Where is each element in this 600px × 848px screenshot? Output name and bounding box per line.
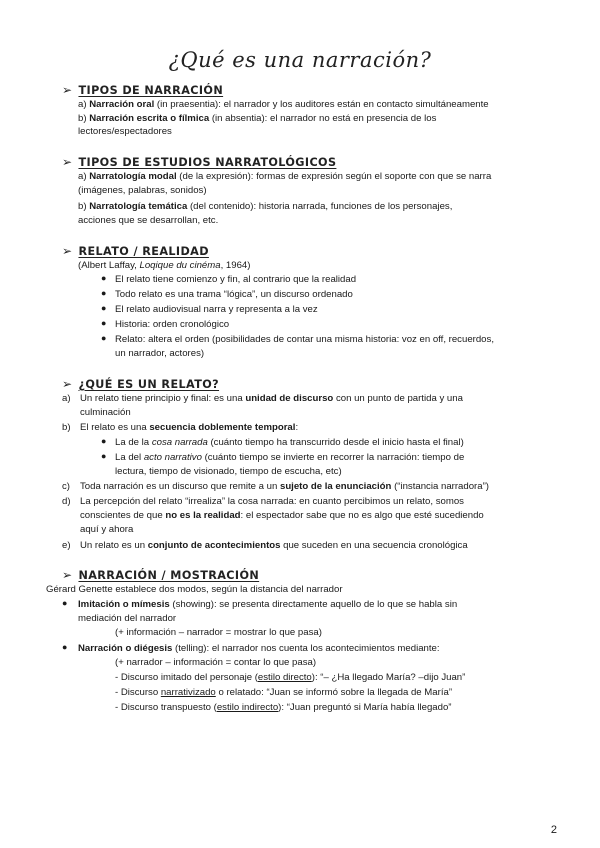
item-narracion-escrita: b) Narración escrita o fílmica (in absentia): el narrador no está en presencia de los: [78, 113, 437, 124]
heading-tipos-estudios: ➢ TIPOS DE ESTUDIOS NARRATOLÓGICOS: [62, 155, 337, 169]
bullet-item: Historia: orden cronológico: [115, 319, 230, 330]
bullet-dot: ●: [101, 333, 107, 343]
item-mimesis-cont: mediación del narrador: [78, 613, 177, 624]
item-narratologia-tematica-cont: acciones que se desarrollan, etc.: [78, 215, 219, 226]
intro-genette: Gérard Genette establece dos modos, según la distancia del narrador: [46, 584, 343, 595]
page-number: 2: [550, 824, 557, 836]
item-narrativizado: - Discurso narrativizado o relatado: “Juan se informó sobre la llegada de María”: [115, 687, 453, 698]
item-e-prefix: e): [62, 540, 71, 551]
item-cosa-narrada: La de la cosa narrada (cuánto tiempo ha transcurrido desde el inicio hasta el final): [115, 437, 464, 448]
bullet-item-cont: un narrador, actores): [115, 348, 205, 359]
heading-narracion-mostracion: ➢ NARRACIÓN / MOSTRACIÓN: [62, 568, 260, 582]
arrowhead-icon: ➢: [62, 377, 73, 391]
item-diegesis: Narración o diégesis (telling): el narrador nos cuenta los acontecimientos mediante:: [78, 643, 440, 654]
formula-mostrar: (+ información – narrador = mostrar lo que pasa): [115, 627, 322, 638]
item-unidad-discurso-cont: culminación: [80, 407, 131, 418]
bullet-dot: ●: [101, 273, 107, 283]
item-b-prefix: b): [62, 422, 71, 433]
bullet-dot: ●: [101, 451, 107, 461]
item-c-prefix: c): [62, 481, 70, 492]
bullet-item: El relato audiovisual narra y representa a la vez: [115, 304, 318, 315]
item-acto-narrativo-cont: lectura, tiempo de visionado, tiempo de escucha, etc): [115, 466, 342, 477]
heading-que-es-relato: ➢ ¿QUÉ ES UN RELATO?: [62, 377, 220, 391]
item-d-prefix: d): [62, 496, 71, 507]
item-conjunto-acontecimientos: Un relato es un conjunto de acontecimientos que suceden en una secuencia cronológica: [80, 540, 468, 551]
item-no-es-realidad-cont: aquí y ahora: [80, 524, 134, 535]
item-mimesis: Imitación o mímesis (showing): se presenta directamente aquello de lo que se habla sin: [78, 599, 458, 610]
item-a-prefix: a): [62, 393, 71, 404]
item-estilo-indirecto: - Discurso transpuesto (estilo indirecto): “Juan preguntó si María había llegado”: [115, 702, 452, 713]
item-narracion-escrita-cont: lectores/espectadores: [78, 126, 172, 137]
arrowhead-icon: ➢: [62, 83, 73, 97]
bullet-item: Relato: altera el orden (posibilidades de contar una misma historia: voz en off, recuerdos,: [115, 334, 494, 345]
bullet-dot: ●: [101, 436, 107, 446]
item-secuencia-temporal: El relato es una secuencia doblemente temporal:: [80, 422, 299, 433]
item-unidad-discurso: Un relato tiene principio y final: es una unidad de discurso con un punto de partida y una: [80, 393, 463, 404]
bullet-dot: ●: [62, 642, 68, 652]
citation-laffay: (Albert Laffay, Loqique du cinéma, 1964): [78, 260, 251, 271]
item-no-es-realidad: conscientes de que no es la realidad: el espectador sabe que no es algo que esté sucediendo: [80, 510, 484, 521]
item-sujeto-enunciacion: Toda narración es un discurso que remite a un sujeto de la enunciación (“instancia narradora”): [80, 481, 489, 492]
heading-relato-realidad: ➢ RELATO / REALIDAD: [62, 244, 209, 258]
arrowhead-icon: ➢: [62, 568, 73, 582]
item-narracion-oral: a) Narración oral (in praesentia): el narrador y los auditores están en contacto simultáneamente: [78, 99, 489, 110]
formula-contar: (+ narrador – información = contar lo que pasa): [115, 657, 317, 668]
arrowhead-icon: ➢: [62, 155, 73, 169]
bullet-item: El relato tiene comienzo y fin, al contrario que la realidad: [115, 274, 357, 285]
item-narratologia-modal-cont: (imágenes, palabras, sonidos): [78, 185, 207, 196]
page-title: ¿Qué es una narración?: [168, 48, 432, 72]
item-narratologia-modal: a) Narratología modal (de la expresión): formas de expresión según el soporte con que se narra: [78, 171, 492, 182]
bullet-dot: ●: [101, 303, 107, 313]
item-estilo-directo: - Discurso imitado del personaje (estilo directo): “– ¿Ha llegado María? –dijo Juan”: [115, 672, 466, 683]
item-acto-narrativo: La del acto narrativo (cuánto tiempo se invierte en recorrer la narración: tiempo de: [115, 452, 465, 463]
bullet-dot: ●: [101, 288, 107, 298]
arrowhead-icon: ➢: [62, 244, 73, 258]
bullet-dot: ●: [101, 318, 107, 328]
heading-tipos-narracion: ➢ TIPOS DE NARRACIÓN: [62, 83, 224, 97]
item-irrealiza: La percepción del relato “irrealiza” la cosa narrada: en cuanto percibimos un relato, somos: [80, 496, 464, 507]
bullet-dot: ●: [62, 598, 68, 608]
bullet-item: Todo relato es una trama “lógica”, un discurso ordenado: [115, 289, 353, 300]
item-narratologia-tematica: b) Narratología temática (del contenido): historia narrada, funciones de los personajes,: [78, 201, 453, 212]
